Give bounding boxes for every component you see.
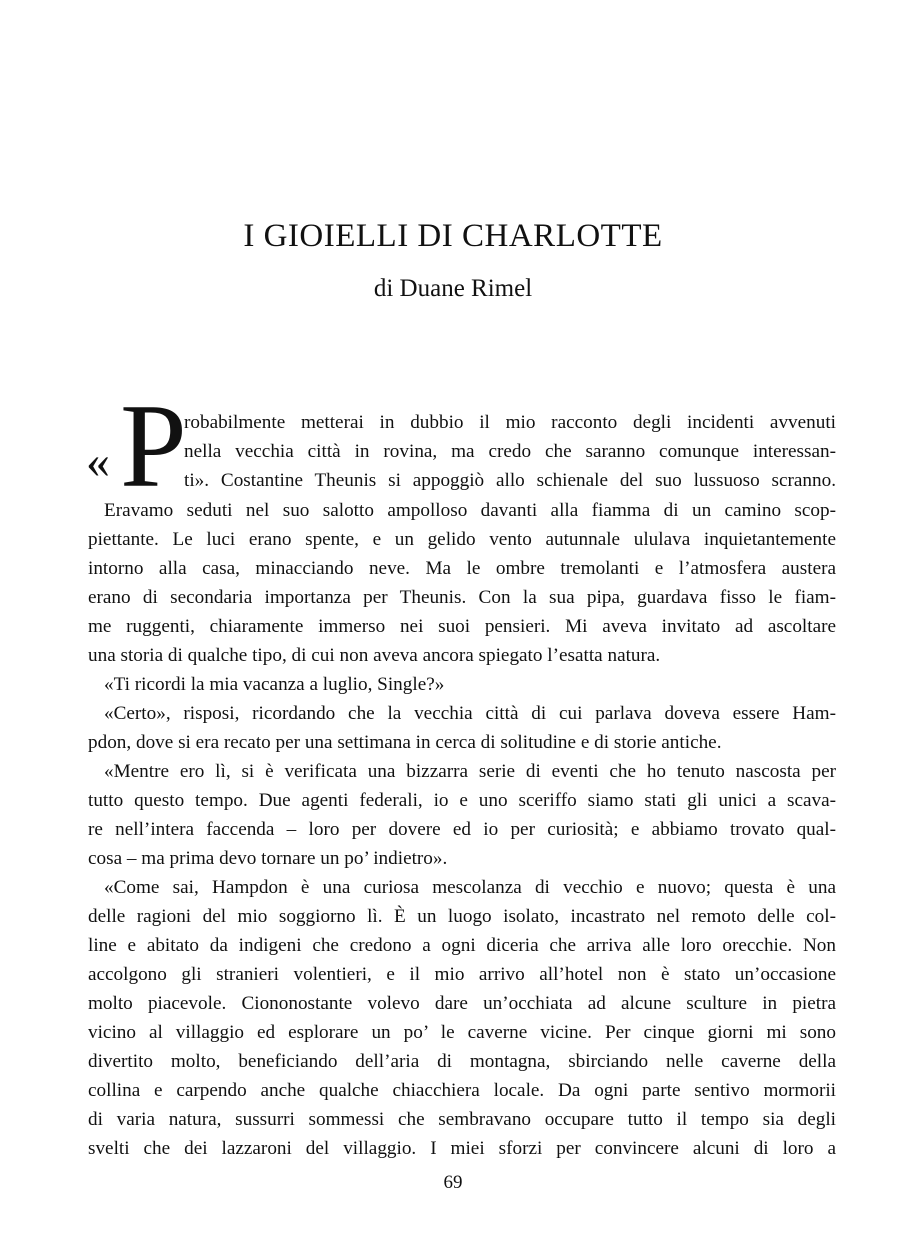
text-line: «Ti ricordi la mia vacanza a luglio, Single?» <box>104 674 445 695</box>
text-line: piettante. Le luci erano spente, e un gelido vento autunnale ululava inquietantemente <box>88 529 836 550</box>
text-line: collina e carpendo anche qualche chiacchiera locale. Da ogni parte sentivo mormorii <box>88 1080 836 1101</box>
text-line: tutto questo tempo. Due agenti federali, io e uno sceriffo siamo stati gli unici a scava- <box>88 790 836 811</box>
text-line: re nell’intera faccenda – loro per dovere ed io per curiosità; e abbiamo trovato qual- <box>88 819 836 840</box>
text-line: erano di secondaria importanza per Theunis. Con la sua pipa, guardava fisso le fiam- <box>88 587 836 608</box>
page-number: 69 <box>443 1172 463 1193</box>
text-line: «Mentre ero lì, si è verificata una bizzarra serie di eventi che ho tenuto nascosta per <box>104 761 836 782</box>
text-line: robabilmente metterai in dubbio il mio racconto degli incidenti avvenuti <box>184 412 836 433</box>
text-line: nella vecchia città in rovina, ma credo che saranno comunque interessan- <box>184 441 836 462</box>
text-line: me ruggenti, chiaramente immerso nei suoi pensieri. Mi aveva invitato ad ascoltare <box>88 616 836 637</box>
text-line: svelti che dei lazzaroni del villaggio. I miei sforzi per convincere alcuni di loro a <box>88 1138 836 1159</box>
text-line: delle ragioni del mio soggiorno lì. È un luogo isolato, incastrato nel remoto delle col- <box>88 906 836 927</box>
text-line: «Certo», risposi, ricordando che la vecchia città di cui parlava doveva essere Ham- <box>104 703 836 724</box>
text-line: intorno alla casa, minacciando neve. Ma le ombre tremolanti e l’atmosfera austera <box>88 558 836 579</box>
text-line: una storia di qualche tipo, di cui non aveva ancora spiegato l’esatta natura. <box>88 645 661 666</box>
text-line: divertito molto, beneficiando dell’aria di montagna, sbirciando nelle caverne della <box>88 1051 836 1072</box>
drop-cap-guillemet: « <box>86 435 110 488</box>
text-line: «Come sai, Hampdon è una curiosa mescolanza di vecchio e nuovo; questa è una <box>104 877 836 898</box>
text-line: accolgono gli stranieri volentieri, e il mio arrivo all’hotel non è stato un’occasione <box>88 964 836 985</box>
text-line: Eravamo seduti nel suo salotto ampolloso davanti alla fiamma di un camino scop- <box>104 500 836 521</box>
text-line: line e abitato da indigeni che credono a ogni diceria che arriva alle loro orecchie. Non <box>88 935 836 956</box>
text-line: vicino al villaggio ed esplorare un po’ le caverne vicine. Per cinque giorni mi sono <box>88 1022 836 1043</box>
chapter-title: I GIOIELLI DI CHARLOTTE <box>243 218 663 254</box>
text-line: di varia natura, sussurri sommessi che sembravano occupare tutto il tempo sia degli <box>88 1109 836 1130</box>
text-line: pdon, dove si era recato per una settimana in cerca di solitudine e di storie antiche. <box>88 732 722 753</box>
author-byline: di Duane Rimel <box>373 275 533 302</box>
text-line: molto piacevole. Ciononostante volevo dare un’occhiata ad alcune sculture in pietra <box>88 993 836 1014</box>
drop-cap-letter: P <box>120 379 187 512</box>
text-line: ti». Costantine Theunis si appoggiò allo schienale del suo lussuoso scranno. <box>184 470 836 491</box>
text-line: cosa – ma prima devo tornare un po’ indietro». <box>88 848 448 869</box>
